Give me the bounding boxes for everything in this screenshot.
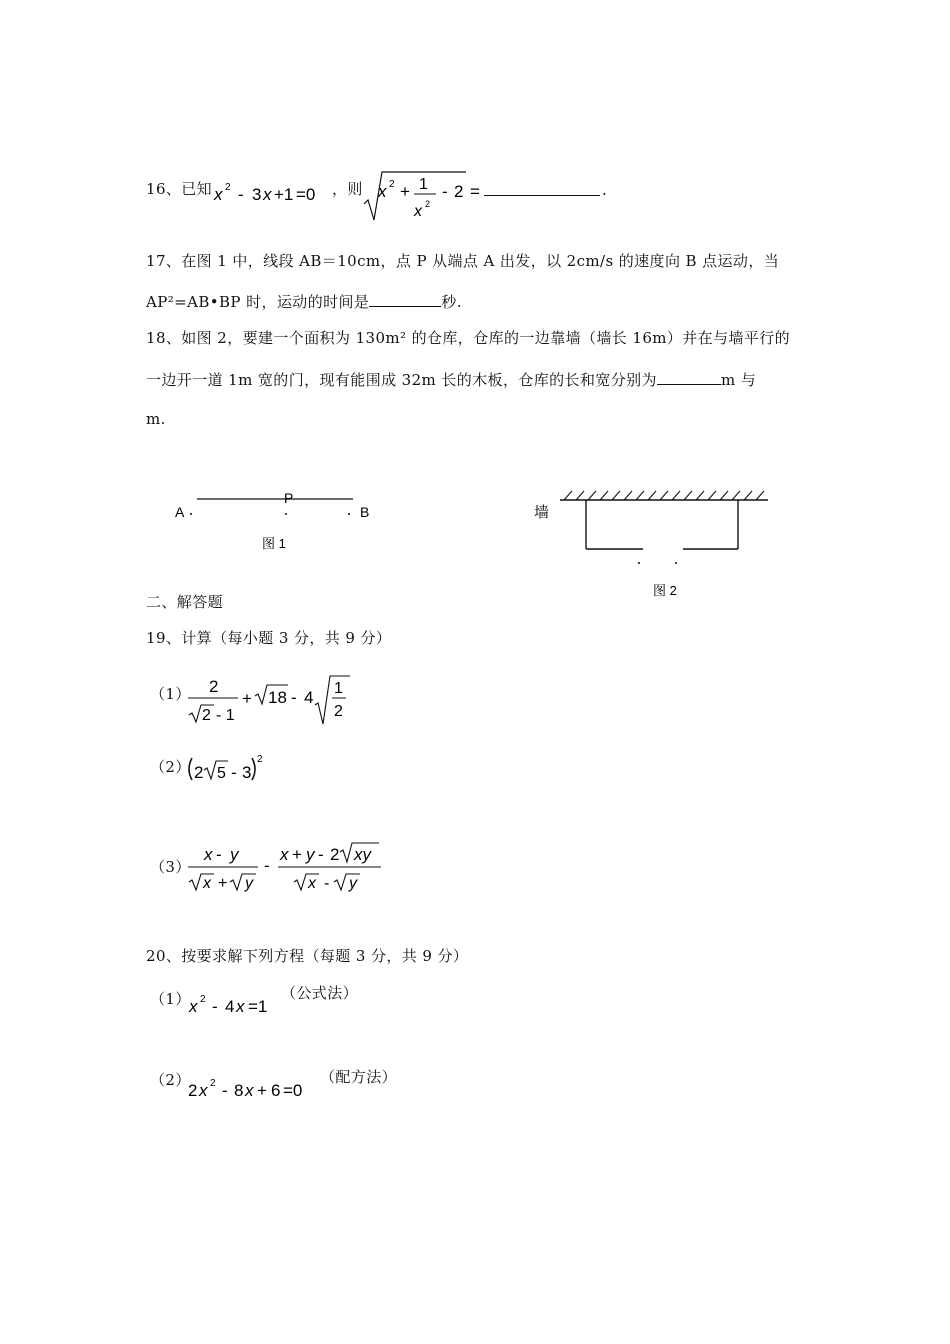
svg-text:x: x bbox=[263, 185, 272, 204]
svg-text:+1: +1 bbox=[274, 185, 294, 204]
figure-1 bbox=[165, 486, 395, 556]
door-point-right bbox=[675, 562, 677, 564]
q16-given-equation bbox=[212, 180, 332, 206]
svg-text:-: - bbox=[324, 875, 330, 892]
figure-2 bbox=[528, 486, 778, 606]
point-b-label: B bbox=[360, 504, 370, 520]
svg-text:-: - bbox=[264, 856, 270, 875]
q19-part1-expression bbox=[184, 672, 354, 730]
svg-text:=1: =1 bbox=[248, 997, 268, 1016]
q20-part1-label: （1） bbox=[150, 990, 191, 1008]
q19-part3-label: （3） bbox=[150, 858, 191, 876]
q19-part2-label: （2） bbox=[150, 758, 191, 776]
svg-text:=0: =0 bbox=[283, 1081, 303, 1100]
svg-text:4: 4 bbox=[225, 997, 235, 1016]
svg-text:2: 2 bbox=[257, 754, 263, 765]
point-b-dot bbox=[348, 513, 350, 515]
svg-text:8: 8 bbox=[234, 1081, 244, 1100]
svg-text:2: 2 bbox=[330, 845, 340, 864]
svg-text:-: - bbox=[238, 185, 244, 204]
svg-text:x: x bbox=[308, 875, 316, 892]
wall-hatching bbox=[564, 491, 764, 500]
svg-text:-: - bbox=[231, 763, 237, 782]
svg-text:xy: xy bbox=[354, 845, 371, 864]
q17-answer-blank[interactable] bbox=[369, 292, 441, 307]
svg-text:-: - bbox=[216, 845, 222, 864]
svg-text:2: 2 bbox=[425, 199, 431, 209]
figure-2-caption: 图 2 bbox=[653, 583, 677, 598]
svg-text:y: y bbox=[245, 875, 253, 892]
figure-1-caption: 图 1 bbox=[262, 536, 286, 551]
svg-text:=: = bbox=[470, 182, 480, 201]
q19-title: 19、计算（每小题 3 分，共 9 分） bbox=[146, 629, 392, 647]
svg-text:6: 6 bbox=[271, 1081, 281, 1100]
svg-text:x: x bbox=[189, 997, 198, 1016]
point-p-dot bbox=[285, 513, 287, 515]
svg-text:3: 3 bbox=[252, 185, 262, 204]
svg-text:5: 5 bbox=[217, 765, 226, 782]
q17-line2-post: 秒. bbox=[441, 293, 462, 311]
svg-text:18: 18 bbox=[268, 688, 287, 707]
q18-answer-blank-length[interactable] bbox=[657, 370, 721, 385]
q17-line1: 17、在图 1 中，线段 AB＝10cm，点 P 从端点 A 出发，以 2cm/s 的速度向 B 点运动，当 bbox=[146, 252, 780, 270]
q20-part2-equation bbox=[186, 1074, 326, 1102]
svg-text:x: x bbox=[414, 203, 422, 220]
svg-text:2: 2 bbox=[225, 182, 231, 193]
q20-title: 20、按要求解下列方程（每题 3 分，共 9 分） bbox=[146, 947, 469, 965]
svg-text:x: x bbox=[214, 185, 223, 204]
q20-part2-method: （配方法） bbox=[320, 1068, 398, 1086]
svg-text:y: y bbox=[349, 875, 357, 892]
svg-text:2: 2 bbox=[454, 182, 464, 201]
svg-text:+: + bbox=[292, 845, 302, 864]
svg-text:1: 1 bbox=[419, 176, 428, 193]
q20-part1-method: （公式法） bbox=[281, 984, 359, 1002]
q19-part1-label: （1） bbox=[150, 685, 191, 703]
q18-line2 bbox=[146, 369, 756, 390]
q16-prefix: 16、已知 bbox=[146, 180, 213, 198]
q18-line2-post: m 与 bbox=[720, 371, 757, 389]
svg-text:x: x bbox=[280, 845, 289, 864]
svg-text:-: - bbox=[212, 997, 218, 1016]
q16-end: . bbox=[602, 181, 608, 199]
svg-text:x: x bbox=[245, 1081, 254, 1100]
svg-text:+: + bbox=[400, 182, 410, 201]
svg-text:2: 2 bbox=[389, 179, 395, 190]
svg-text:x: x bbox=[204, 845, 213, 864]
svg-text:2: 2 bbox=[209, 677, 219, 696]
q16-radical-expression bbox=[362, 168, 492, 226]
svg-text:y: y bbox=[306, 845, 315, 864]
q19-part3-expression bbox=[184, 840, 389, 898]
svg-text:2: 2 bbox=[200, 994, 206, 1005]
svg-text:-: - bbox=[291, 688, 297, 707]
svg-text:x: x bbox=[199, 1081, 208, 1100]
svg-text:2: 2 bbox=[210, 1078, 216, 1089]
door-point-left bbox=[638, 562, 640, 564]
q18-line2-pre: 一边开一道 1m 宽的门，现有能围成 32m 长的木板，仓库的长和宽分别为 bbox=[146, 371, 657, 389]
svg-text:x: x bbox=[378, 182, 387, 201]
svg-text:-: - bbox=[442, 182, 448, 201]
svg-text:2: 2 bbox=[334, 703, 343, 720]
svg-text:+: + bbox=[257, 1081, 267, 1100]
svg-text:+: + bbox=[218, 875, 228, 892]
q18-line3: m. bbox=[146, 410, 166, 428]
svg-text:x: x bbox=[203, 875, 211, 892]
q16-answer-blank[interactable] bbox=[484, 195, 600, 196]
svg-text:3: 3 bbox=[242, 763, 252, 782]
svg-text:4: 4 bbox=[304, 688, 314, 707]
q17-line2-pre: AP²=AB•BP 时，运动的时间是 bbox=[146, 293, 370, 311]
q17-line2 bbox=[146, 291, 462, 312]
svg-text:x: x bbox=[236, 997, 245, 1016]
svg-text:-: - bbox=[318, 845, 324, 864]
point-a-label: A bbox=[175, 504, 185, 520]
svg-text:2: 2 bbox=[188, 1081, 198, 1100]
q20-part2-label: （2） bbox=[150, 1071, 191, 1089]
point-p-label: P bbox=[284, 490, 294, 506]
svg-text:2: 2 bbox=[194, 763, 204, 782]
q18-line1: 18、如图 2，要建一个面积为 130m² 的仓库，仓库的一边靠墙（墙长 16m）并在与墙平行的 bbox=[146, 329, 791, 347]
svg-text:+: + bbox=[242, 689, 252, 708]
point-a-dot bbox=[190, 513, 192, 515]
svg-text:=0: =0 bbox=[296, 185, 316, 204]
wall-label: 墙 bbox=[534, 504, 550, 521]
q20-part1-equation bbox=[186, 990, 282, 1018]
section-2-title: 二、解答题 bbox=[146, 593, 224, 611]
q19-part2-expression bbox=[184, 752, 274, 786]
svg-text:y: y bbox=[230, 845, 239, 864]
svg-text:1: 1 bbox=[334, 680, 343, 697]
svg-text:2: 2 bbox=[202, 707, 211, 724]
q16-mid: ，则 bbox=[332, 180, 363, 198]
svg-text:-: - bbox=[222, 1081, 228, 1100]
svg-text:- 1: - 1 bbox=[216, 707, 235, 724]
